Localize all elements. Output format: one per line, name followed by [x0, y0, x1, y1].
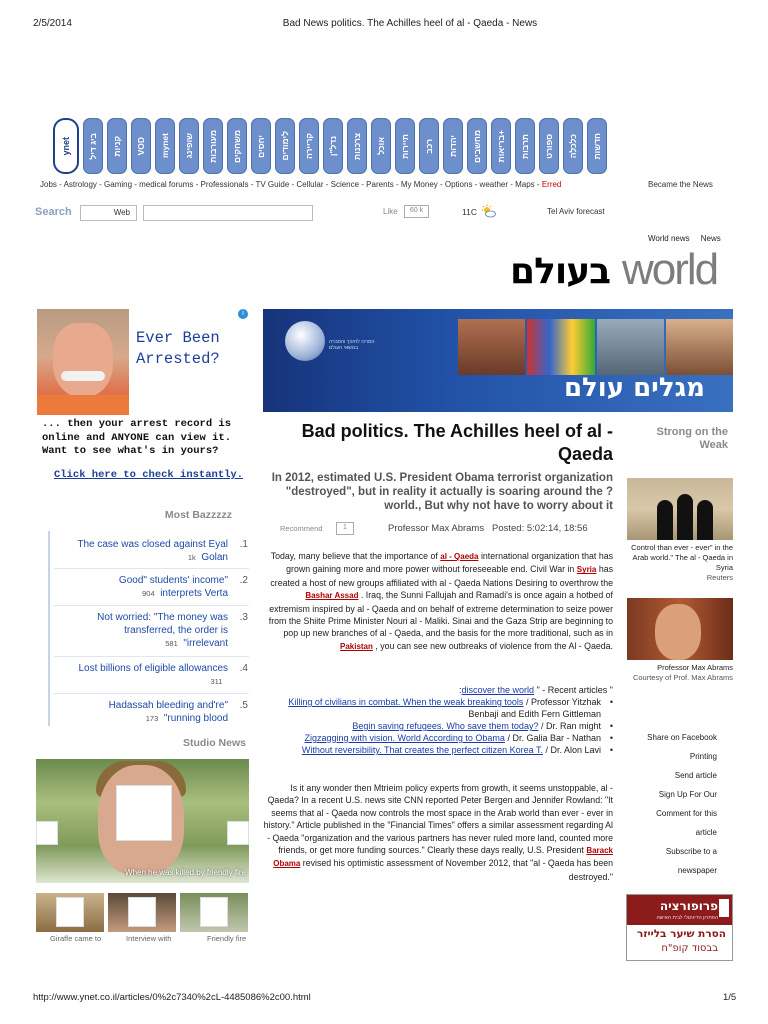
divider	[54, 568, 249, 569]
related-intro-colon: :	[459, 685, 462, 695]
studio-thumb-caption-2[interactable]: Interview with	[126, 934, 172, 943]
section-logo[interactable]	[510, 245, 734, 294]
tab-label: חדשות	[592, 132, 602, 160]
became-news-link[interactable]: Became the News	[648, 180, 713, 189]
studio-thumb-caption-1[interactable]: Giraffe came to	[50, 934, 102, 943]
recommend-label[interactable]: Recommend	[280, 524, 323, 533]
tab-label: משחקים	[232, 129, 242, 163]
p2-text-a: Is it any wonder then Mtrieim policy experts from growth, it seems unstoppable, al - Qaeda? In a recent U.S. news site CNN reported Peter Bergen and Jennifer Rowland: "It seems that al - Qaeda now controls the most space in the Arab world than ever - ever in history." Article published in the "Financial Times" offers a similar assessment regarding Al - Qaeda "organization and the various partners has never ruled more land, counted more friends, or get more funding sources." Clearly these days really, U.S. President	[263, 783, 613, 856]
article-paragraph-2	[263, 782, 613, 883]
tab-label: מעורבות	[208, 129, 218, 163]
nav-tab[interactable]	[587, 118, 607, 174]
nav-tab[interactable]	[203, 118, 223, 174]
related-link-2[interactable]: Begin saving refugees. Who save them today?	[352, 721, 539, 731]
related-author-4: / Dr. Alon Lavi	[545, 745, 601, 755]
tab-label: רכב	[424, 138, 434, 154]
p1-text-a: Today, many believe that the importance of	[270, 551, 438, 561]
print-link[interactable]: Printing	[689, 752, 717, 761]
print-page: 1/5	[723, 992, 737, 1003]
divider	[54, 656, 249, 657]
item-rank: .2	[239, 575, 248, 586]
item-count: 581	[165, 639, 178, 648]
proportzia-ad[interactable]	[626, 894, 733, 961]
nav-tab[interactable]	[395, 118, 415, 174]
tab-label: לימודים	[280, 131, 290, 161]
most-list-item[interactable]	[50, 699, 250, 725]
nav-tab[interactable]	[275, 118, 295, 174]
tab-label: בריאות+	[496, 129, 506, 163]
item-title[interactable]: Not worried: "The money was transferred, the order is	[97, 612, 228, 636]
recommend-count: 1	[336, 522, 354, 535]
item-title[interactable]: Lost billions of eligible allowances	[78, 663, 228, 674]
banner-small-text: המרכז לחינוך והסברה בנושאי העולם	[329, 339, 375, 351]
article-headline: Bad politics. The Achilles heel of al - Qaeda	[301, 421, 613, 464]
link-syria[interactable]: Syria	[576, 565, 597, 575]
most-list-item[interactable]	[50, 662, 250, 688]
tab-label: קניות	[112, 135, 122, 157]
article-tools	[627, 728, 717, 880]
nav-tab[interactable]	[539, 118, 559, 174]
subscribe-link-cont[interactable]: newspaper	[677, 866, 717, 875]
most-title: Most Bazzzzz	[164, 509, 232, 521]
related-link-3[interactable]: Zigzagging with vision. World According to Obama	[304, 733, 505, 743]
signup-link[interactable]: Sign Up For Our	[658, 790, 717, 799]
nav-tab[interactable]	[83, 118, 103, 174]
top-nav-links[interactable]	[40, 180, 620, 189]
tab-label: mynet	[160, 133, 170, 159]
studio-video-photo[interactable]	[36, 759, 249, 883]
share-facebook-link[interactable]: Share on Facebook	[647, 733, 717, 742]
link-barack-obama[interactable]: Barack Obama	[273, 846, 613, 869]
brand-mark-icon	[719, 899, 729, 917]
related-author-2: / Dr. Ran might	[540, 721, 601, 731]
print-title: Bad News politics. The Achilles heel of al - Qaeda - News	[282, 18, 538, 29]
breadcrumb-news[interactable]: News	[700, 234, 721, 243]
p1-text-b: international organization that has grown gaining more and more power without foreseeable end. Civil War in	[286, 551, 613, 575]
tab-label: צרכנות	[352, 132, 362, 160]
nav-tab[interactable]	[515, 118, 535, 174]
nav-tab[interactable]	[179, 118, 199, 174]
studio-thumb-2[interactable]	[108, 893, 176, 932]
p1-text-d: . Iraq, the Sunni Fallujah and Ramadi's is once again a hotbed of extremism inspired by al - Qaeda and on behalf of extreme determination to seize power from the Shiite Prime Minister Nouri al - Maliki. Sinai and the Gaza Strip are beginning to pop up new branches of al - Qaeda, and the basis for the more traditional, such as in	[268, 590, 613, 639]
item-count: 1k	[187, 553, 196, 562]
search-scope-select[interactable]: Web	[80, 205, 137, 221]
most-list-item[interactable]	[50, 611, 250, 650]
link-bashar-assad[interactable]: Bashar Assad	[305, 591, 359, 601]
item-count: 173	[145, 714, 159, 723]
banner-hebrew-title: מגלים עולם	[563, 373, 705, 403]
item-count: 904	[142, 589, 155, 598]
tab-label: ynet	[61, 136, 71, 156]
article-subhead: In 2012, estimated U.S. President Obama terrorist organization "destroyed", but in reality it actually is soaring around the ?world., But why not have to worry about it	[271, 472, 613, 512]
tab-label: נדל"ן	[328, 135, 338, 157]
nav-tab[interactable]	[251, 118, 271, 174]
item-title-cont[interactable]: Golan	[201, 552, 228, 563]
p2-text-b: revised his optimistic assessment of November 2012, that "al - Qaeda has been destroyed."	[302, 858, 613, 882]
logo-english: world	[622, 245, 718, 294]
related-articles	[263, 684, 613, 756]
nav-links-text[interactable]: Jobs - Astrology - Gaming - medical forums - Professionals - TV Guide - Cellular - Science - Parents - My Money - Options - weather - Maps -	[40, 180, 540, 189]
related-item	[263, 744, 613, 756]
send-article-link[interactable]: Send article	[674, 771, 717, 780]
item-title-cont[interactable]: "running blood	[163, 713, 228, 724]
nav-tab[interactable]	[563, 118, 583, 174]
item-count: 311	[210, 677, 223, 686]
nav-tab[interactable]	[227, 118, 247, 174]
nav-tab[interactable]	[155, 118, 175, 174]
al-qaeda-photo[interactable]	[627, 478, 733, 540]
studio-thumb-3[interactable]	[180, 893, 248, 932]
p1-text-e: , you can see new outbreaks of violence from the Al - Qaeda.	[375, 640, 613, 651]
author-photo[interactable]	[627, 598, 733, 660]
related-item	[263, 720, 613, 732]
globe-logo-icon	[285, 321, 325, 361]
ad-line-1: הסרת שיער בלייזר	[637, 928, 726, 940]
tab-label: תרבות	[520, 133, 530, 159]
related-link-1[interactable]: Killing of civilians in combat. When the weak breaking tools	[288, 697, 524, 707]
tab-label: אוכל	[376, 137, 386, 155]
tab-label: קריירה	[304, 133, 314, 159]
photo-caption-2	[627, 663, 733, 683]
ad-photo[interactable]	[37, 309, 129, 415]
breadcrumb	[648, 234, 721, 243]
related-intro-link[interactable]: discover the world	[461, 685, 535, 695]
nav-tab[interactable]	[491, 118, 511, 174]
section-banner[interactable]	[263, 309, 733, 412]
ad-brand: פרופורציה	[659, 899, 718, 913]
related-intro-tail: " - Recent articles "	[536, 685, 613, 695]
nav-tab[interactable]	[443, 118, 463, 174]
most-list	[48, 531, 250, 726]
author-name: Professor Max Abrams	[388, 523, 485, 534]
studio-thumb-1[interactable]	[36, 893, 104, 932]
photo-caption-1	[627, 543, 733, 583]
ad-tagline: הפתרון הדיגיטלי לבית האישה	[656, 915, 718, 921]
item-title[interactable]: Good" students' income"	[118, 575, 228, 586]
tab-label: ספורט	[544, 133, 554, 159]
item-rank: .4	[239, 663, 248, 674]
comment-link-cont[interactable]: article	[695, 828, 717, 837]
tab-label: ביג דיל	[88, 132, 98, 160]
link-al-qaeda[interactable]: al - Qaeda	[440, 552, 479, 561]
nav-tab[interactable]	[299, 118, 319, 174]
tab-ynet-logo[interactable]	[53, 118, 79, 174]
search-label: Search	[35, 206, 72, 218]
nav-tab[interactable]	[107, 118, 127, 174]
caption-1-text: Control than ever - ever" in the Arab world." The al - Qaeda in Syria	[631, 543, 733, 572]
banner-photo-strip	[458, 319, 733, 375]
tab-label: יחסים	[256, 134, 266, 158]
nav-tab[interactable]	[419, 118, 439, 174]
p1-text-c: has created a host of new groups affiliated with al - Qaeda Nations Desiring to overthrow the	[270, 564, 613, 588]
caption-1-source: Reuters	[706, 573, 733, 582]
divider	[54, 693, 249, 694]
nav-tab[interactable]	[131, 118, 151, 174]
related-intro	[263, 684, 613, 696]
ad-body: ... then your arrest record is online and ANYONE can view it. Want to see what's in yours?	[42, 418, 232, 457]
like-count: 60 k	[404, 205, 429, 218]
item-title[interactable]: Hadassah bleeding and're"	[108, 700, 228, 711]
breadcrumb-world-news[interactable]: World news	[648, 234, 690, 243]
nav-tabs	[53, 118, 613, 176]
ad-line-2: בבסוד קופ"ח	[661, 943, 718, 954]
nav-tab[interactable]	[323, 118, 343, 174]
tab-label: תיירות	[400, 133, 410, 159]
related-author-3: / Dr. Galia Bar - Nathan	[507, 733, 601, 743]
link-pakistan[interactable]: Pakistan	[339, 641, 373, 651]
weather-city[interactable]: Tel Aviv forecast	[547, 207, 605, 216]
item-rank: .3	[239, 612, 248, 623]
weather-temp: 11C	[462, 207, 477, 217]
tab-label: יהדות	[448, 135, 458, 157]
search-input[interactable]	[143, 205, 313, 221]
subscribe-link[interactable]: Subscribe to a	[665, 847, 717, 856]
most-list-item[interactable]	[50, 574, 250, 600]
most-list-item[interactable]	[50, 538, 250, 564]
caption-2-source: Courtesy of Prof. Max Abrams	[632, 673, 733, 682]
studio-thumb-caption-3[interactable]: Friendly fire	[207, 934, 247, 943]
print-date: 2/5/2014	[33, 18, 72, 29]
item-title[interactable]: The case was closed against Eyal	[77, 539, 228, 550]
nav-tab[interactable]	[467, 118, 487, 174]
tab-label: מחשבים	[472, 129, 482, 163]
related-link-4[interactable]: Without reversibility. That creates the perfect citizen Korea T.	[301, 745, 543, 755]
print-url: http://www.ynet.co.il/articles/0%2c7340%2cL-4485086%2c00.html	[33, 992, 311, 1003]
item-title-cont[interactable]: interprets Verta	[160, 588, 228, 599]
weather-sun-cloud-icon	[480, 204, 496, 218]
studio-caption[interactable]: When he was killed by friendly fire	[125, 868, 246, 877]
ad-info-icon[interactable]: i	[238, 309, 248, 319]
ad-link[interactable]: Click here to check instantly.	[54, 469, 244, 481]
logo-hebrew: בעולם	[510, 251, 611, 292]
related-item	[263, 732, 613, 744]
related-section-title: Strong on the Weak	[656, 426, 728, 451]
byline	[388, 523, 588, 534]
caption-2-text: Professor Max Abrams	[657, 663, 733, 672]
item-rank: .1	[239, 539, 248, 550]
comment-link[interactable]: Comment for this	[656, 809, 717, 818]
related-item	[263, 696, 613, 720]
tab-label: VOD	[136, 136, 146, 156]
item-rank: .5	[239, 700, 248, 711]
nav-tab[interactable]	[371, 118, 391, 174]
divider	[54, 605, 249, 606]
studio-title: Studio News	[182, 737, 246, 749]
related-author-1: / Professor Yitzhak Benbaji and Edith Fern Gittleman	[468, 697, 601, 719]
tab-label: כלכלה	[568, 133, 578, 159]
ad-title[interactable]: Ever Been Arrested?	[136, 329, 220, 368]
article-paragraph-1	[263, 550, 613, 653]
item-title-cont[interactable]: "irrelevant	[183, 638, 228, 649]
nav-tab[interactable]	[347, 118, 367, 174]
posted-time: Posted: 5:02:14, 18:56	[492, 523, 588, 534]
like-label[interactable]: Like	[383, 207, 398, 216]
tab-label: שופינג	[184, 133, 194, 159]
nav-link-erred[interactable]: Erred	[541, 180, 562, 189]
